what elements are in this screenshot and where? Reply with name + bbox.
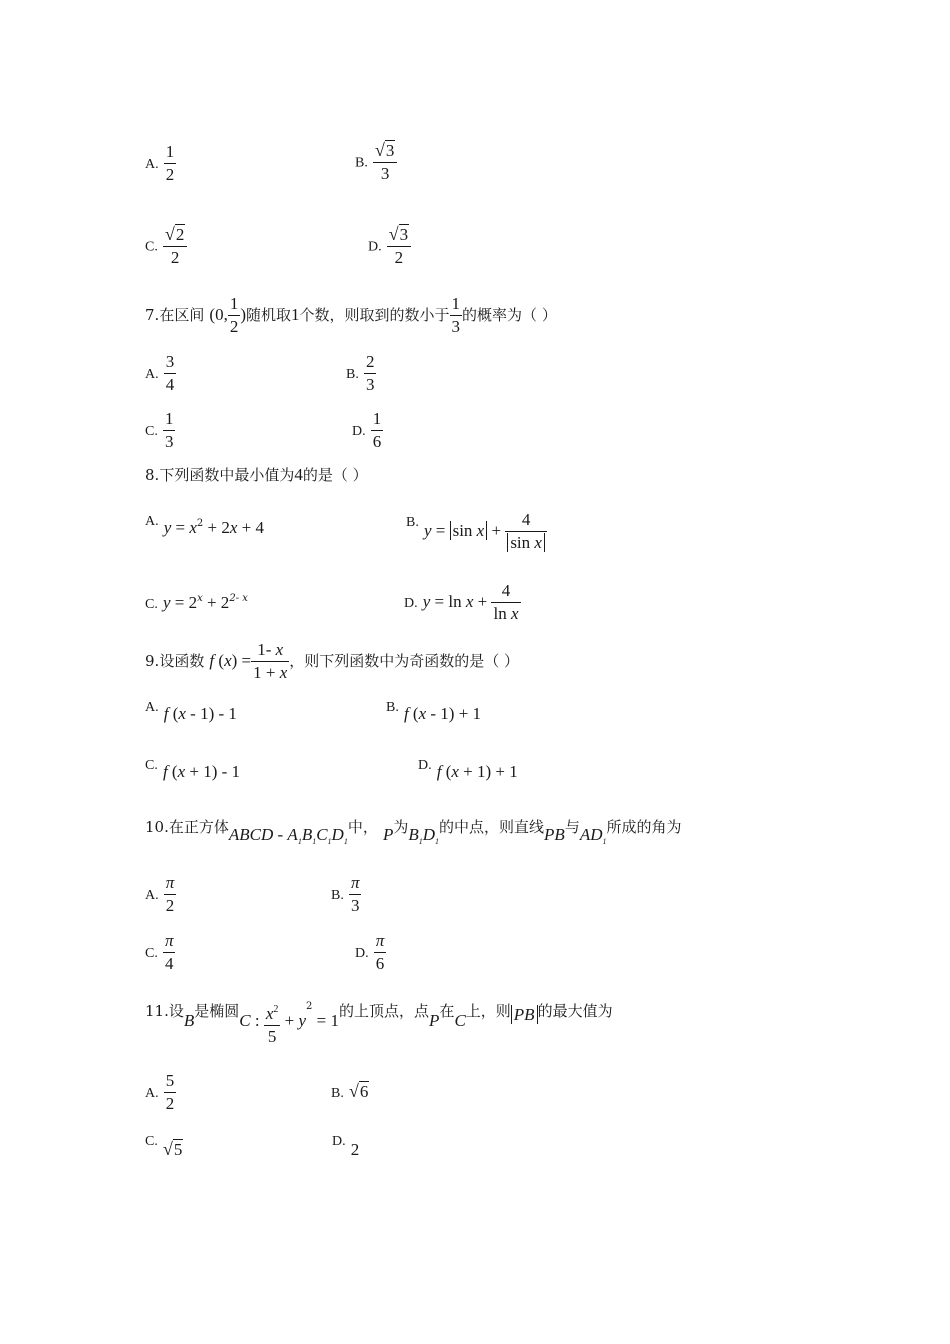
fraction: $\frac{1}{6}$ [372,409,382,451]
option-label: D. [355,946,369,961]
option-label: D. [404,596,418,611]
fraction: $\frac{1}{2}$ [229,294,239,336]
option-label: C. [145,239,158,255]
option-label: A. [145,1086,159,1101]
q11-option-b[interactable]: B. √6 [331,1081,369,1101]
fraction: $\frac{4}{\text{ln x}}$ [493,581,519,623]
fraction: $\frac{5}{2}$ [165,1071,175,1113]
q11-option-a[interactable] [145,1071,176,1114]
option-label: C. [145,1134,158,1149]
q8-stem: 8.下列函数中最小值为4的是（ ） [145,465,368,484]
fraction: $\frac{\pi}{6}$ [375,931,385,973]
fraction: $\frac{2}{3}$ [365,352,375,394]
fraction: $\frac{√3}{2}$ [387,224,411,268]
q10-stem: 10.在正方体ABCD - $A_1B_1C_1D_1$中， P为$B_1D_1$的中点，则直线PB与$AD_1$所成的角为 [145,818,682,846]
option-label: A. [145,367,159,382]
option-label: B. [331,888,344,903]
option-label: B. [346,367,359,382]
sqrt-sign: √ [162,1139,173,1159]
sqrt-sign: √ [388,224,399,244]
option-label: A. [145,157,159,172]
q11-option-c[interactable]: C. √5 [145,1134,183,1159]
q11-option-d[interactable]: D. 2 [332,1134,360,1159]
q7-option-c[interactable] [145,409,175,452]
q7-option-d[interactable] [352,409,383,452]
question-number: 8. [145,466,160,484]
q6-option-d[interactable] [368,224,411,268]
option-label: A. [145,514,159,529]
option-label: B. [331,1086,344,1101]
fraction: $\frac{x^2}{5}$ [264,1000,281,1047]
option-label: D. [368,239,382,255]
option-label: D. [352,424,366,439]
q10-option-d[interactable] [355,931,386,974]
option-label: B. [355,155,368,171]
option-label: C. [145,758,158,773]
option-label: A. [145,700,159,715]
fraction: $\frac{4}{\text{sin x}}$ [505,510,547,553]
q7-option-b[interactable] [346,352,376,395]
fraction: $\frac{\pi}{3}$ [350,873,360,915]
q9-option-a[interactable]: A. f (x - 1) - 1 [145,700,237,723]
q11-stem: 11.设B是椭圆C : $\frac{x^2}{5}$ + $y^2 = 1$的上顶点，点P在C上，则 PB 的最大值为 [145,1001,613,1046]
option-label: C. [145,597,158,612]
q10-option-b[interactable] [331,873,361,916]
q9-stem: 9.设函数 f (x) = $\frac{1- x}{1 + x}$ ，则下列函数中为奇函数的是（ ） [145,640,520,682]
fraction: $\frac{1}{2}$ [165,142,175,184]
fraction: $\frac{1- x}{1 + x}$ [253,640,288,682]
q6-option-c[interactable] [145,224,187,268]
option-label: B. [386,700,399,715]
fraction: $\frac{\pi}{2}$ [165,873,175,915]
sqrt-sign: √ [348,1081,359,1101]
q7-stem: 7.在区间 (0, $\frac{1}{2}$ )随机取1个数，则取到的数小于 $\frac{1}{3}$ 的概率为（ ） [145,294,557,336]
q8-option-c[interactable]: C. $y = 2^x + 2^{2- x}$ [145,593,248,612]
q10-option-a[interactable] [145,873,176,916]
fraction: $\frac{√2}{2}$ [163,224,187,268]
option-label: A. [145,888,159,903]
option-label: C. [145,946,158,961]
q8-option-d[interactable]: D. y = ln x + $\frac{4}{\text{ln x}}$ [404,581,519,623]
option-label: D. [332,1134,346,1149]
option-label: B. [406,515,419,530]
sqrt-sign: √ [164,224,175,244]
fraction: $\frac{√3}{3}$ [373,140,397,184]
q10-option-c[interactable] [145,931,175,974]
fraction: $\frac{\pi}{4}$ [164,931,174,973]
q8-option-b[interactable]: B. y = sin x + $\frac{4}{\text{sin x}}$ [406,510,547,553]
question-number: 11. [145,1002,169,1020]
q9-option-d[interactable]: D. f (x + 1) + 1 [418,758,518,781]
question-number: 9. [145,652,160,670]
fraction: $\frac{3}{4}$ [165,352,175,394]
q8-option-a[interactable]: A. $y = x^2 + 2x + 4$ [145,514,265,537]
q6-option-b[interactable] [355,140,397,184]
question-number: 7. [145,306,160,324]
option-label: D. [418,758,432,773]
question-number: 10. [145,818,169,836]
q9-option-b[interactable]: B. f (x - 1) + 1 [386,700,482,723]
q6-option-a[interactable] [145,142,176,185]
q9-option-c[interactable]: C. f (x + 1) - 1 [145,758,241,781]
sqrt-sign: √ [374,140,385,160]
option-label: C. [145,424,158,439]
q7-option-a[interactable] [145,352,176,395]
fraction: $\frac{1}{3}$ [451,294,461,336]
fraction: $\frac{1}{3}$ [164,409,174,451]
